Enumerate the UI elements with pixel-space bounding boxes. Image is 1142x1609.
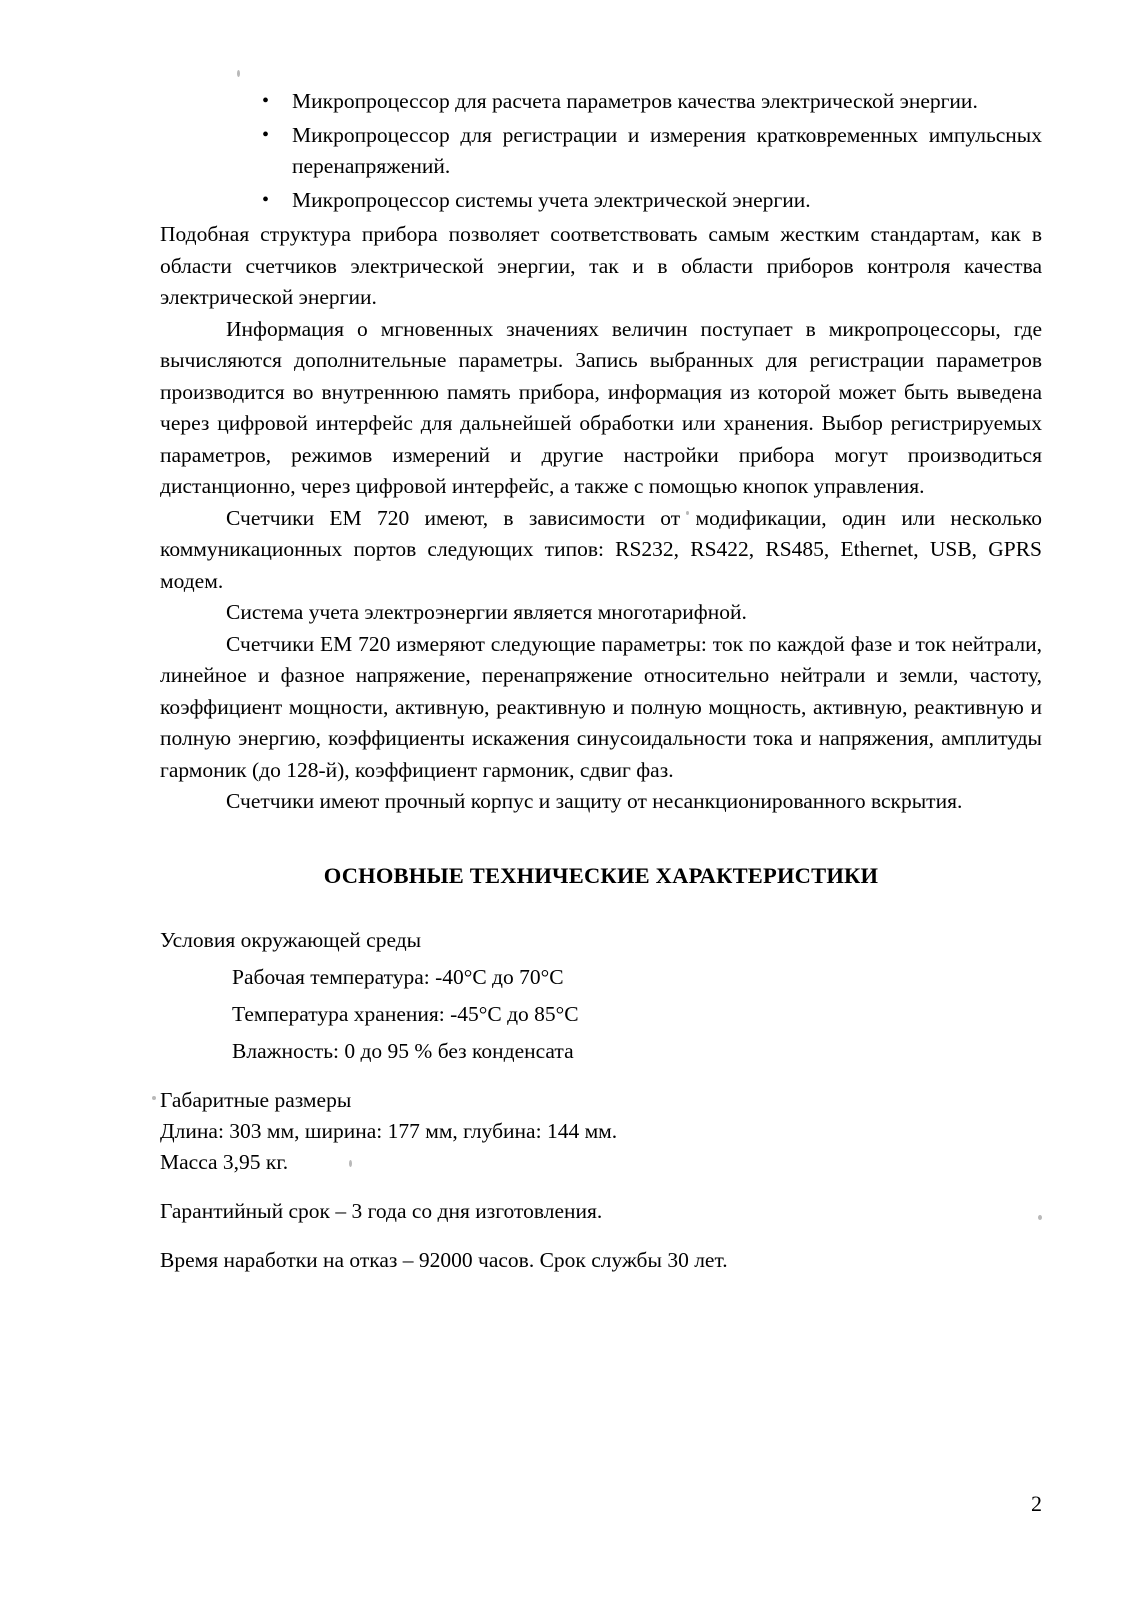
scan-speck [152,1096,156,1100]
section-heading-technical-specs: ОСНОВНЫЕ ТЕХНИЧЕСКИЕ ХАРАКТЕРИСТИКИ [323,862,879,888]
bullet-icon: • [262,189,270,211]
spacer [160,1227,1042,1245]
spec-warranty-period: Гарантийный срок – 3 года со дня изготовления. [160,1198,603,1223]
paragraph-multitariff: Система учета электроэнергии является многотарифной. [226,600,747,624]
spec-group-label-dimensions: Габаритные размеры [160,1087,352,1112]
spacer [160,1067,1042,1085]
list-item-label: Микропроцессор системы учета электрической энергии. [292,188,811,212]
scan-speck [237,70,240,77]
list-item [160,120,1042,182]
spec-group-label-environment: Условия окружающей среды [160,927,422,952]
list-item [160,86,1042,117]
spec-humidity: Влажность: 0 до 95 % без конденсата [232,1038,574,1063]
bullet-icon: • [262,90,270,112]
spec-mass: Масса 3,95 кг. [160,1149,289,1174]
spec-mtbf-service-life: Время наработки на отказ – 92000 часов. Срок службы 30 лет. [160,1247,728,1272]
paragraph-information: Информация о мгновенных значениях величин поступает в микропроцессоры, где вычисляются дополнительные параметры. Запись выбранных для регистрации параметров производится во внутреннюю память прибора, информация из которой может быть выведена через цифровой интерфейс для дальнейшей обработки или хранения. Выбор регистрируемых параметров, режимов измерений и другие настройки прибора могут производиться дистанционно, через цифровой интерфейс, а также с помощью кнопок управления. [160,316,1042,498]
list-item [160,185,1042,216]
paragraph-enclosure: Счетчики имеют прочный корпус и защиту от несанкционированного вскрытия. [226,789,963,813]
page-content [160,86,1042,1276]
spec-operating-temperature: Рабочая температура: -40°С до 70°С [232,964,564,989]
page-number: 2 [1031,1491,1042,1516]
list-item-label: Микропроцессор для расчета параметров качества электрической энергии. [292,89,978,113]
spec-dimensions-values: Длина: 303 мм, ширина: 177 мм, глубина: 144 мм. [160,1118,618,1143]
paragraph-measured-parameters: Счетчики ЕМ 720 измеряют следующие параметры: ток по каждой фазе и ток нейтрали, линейное и фазное напряжение, перенапряжение относительно нейтрали и земли, частоту, коэффициент мощности, активную, реактивную и полную мощность, активную, реактивную и полную энергию, коэффициенты искажения синусоидальности тока и напряжения, амплитуды гармоник (до 128-й), коэффициент гармоник, сдвиг фаз. [160,631,1042,782]
paragraph-ports: Счетчики ЕМ 720 имеют, в зависимости от модификации, один или несколько коммуникационных портов следующих типов: RS232, RS422, RS485, Ethernet, USB, GPRS модем. [160,505,1042,593]
list-item-label: Микропроцессор для регистрации и измерения кратковременных импульсных перенапряжений. [292,123,1042,178]
spec-storage-temperature: Температура хранения: -45°С до 85°С [232,1001,579,1026]
feature-bullet-list [160,86,1042,216]
spacer [160,1178,1042,1196]
paragraph-structure: Подобная структура прибора позволяет соответствовать самым жестким стандартам, как в области счетчиков электрической энергии, так и в области приборов контроля качества электрической энергии. [160,222,1042,309]
specifications-block [160,925,1042,1276]
bullet-icon: • [262,124,270,146]
